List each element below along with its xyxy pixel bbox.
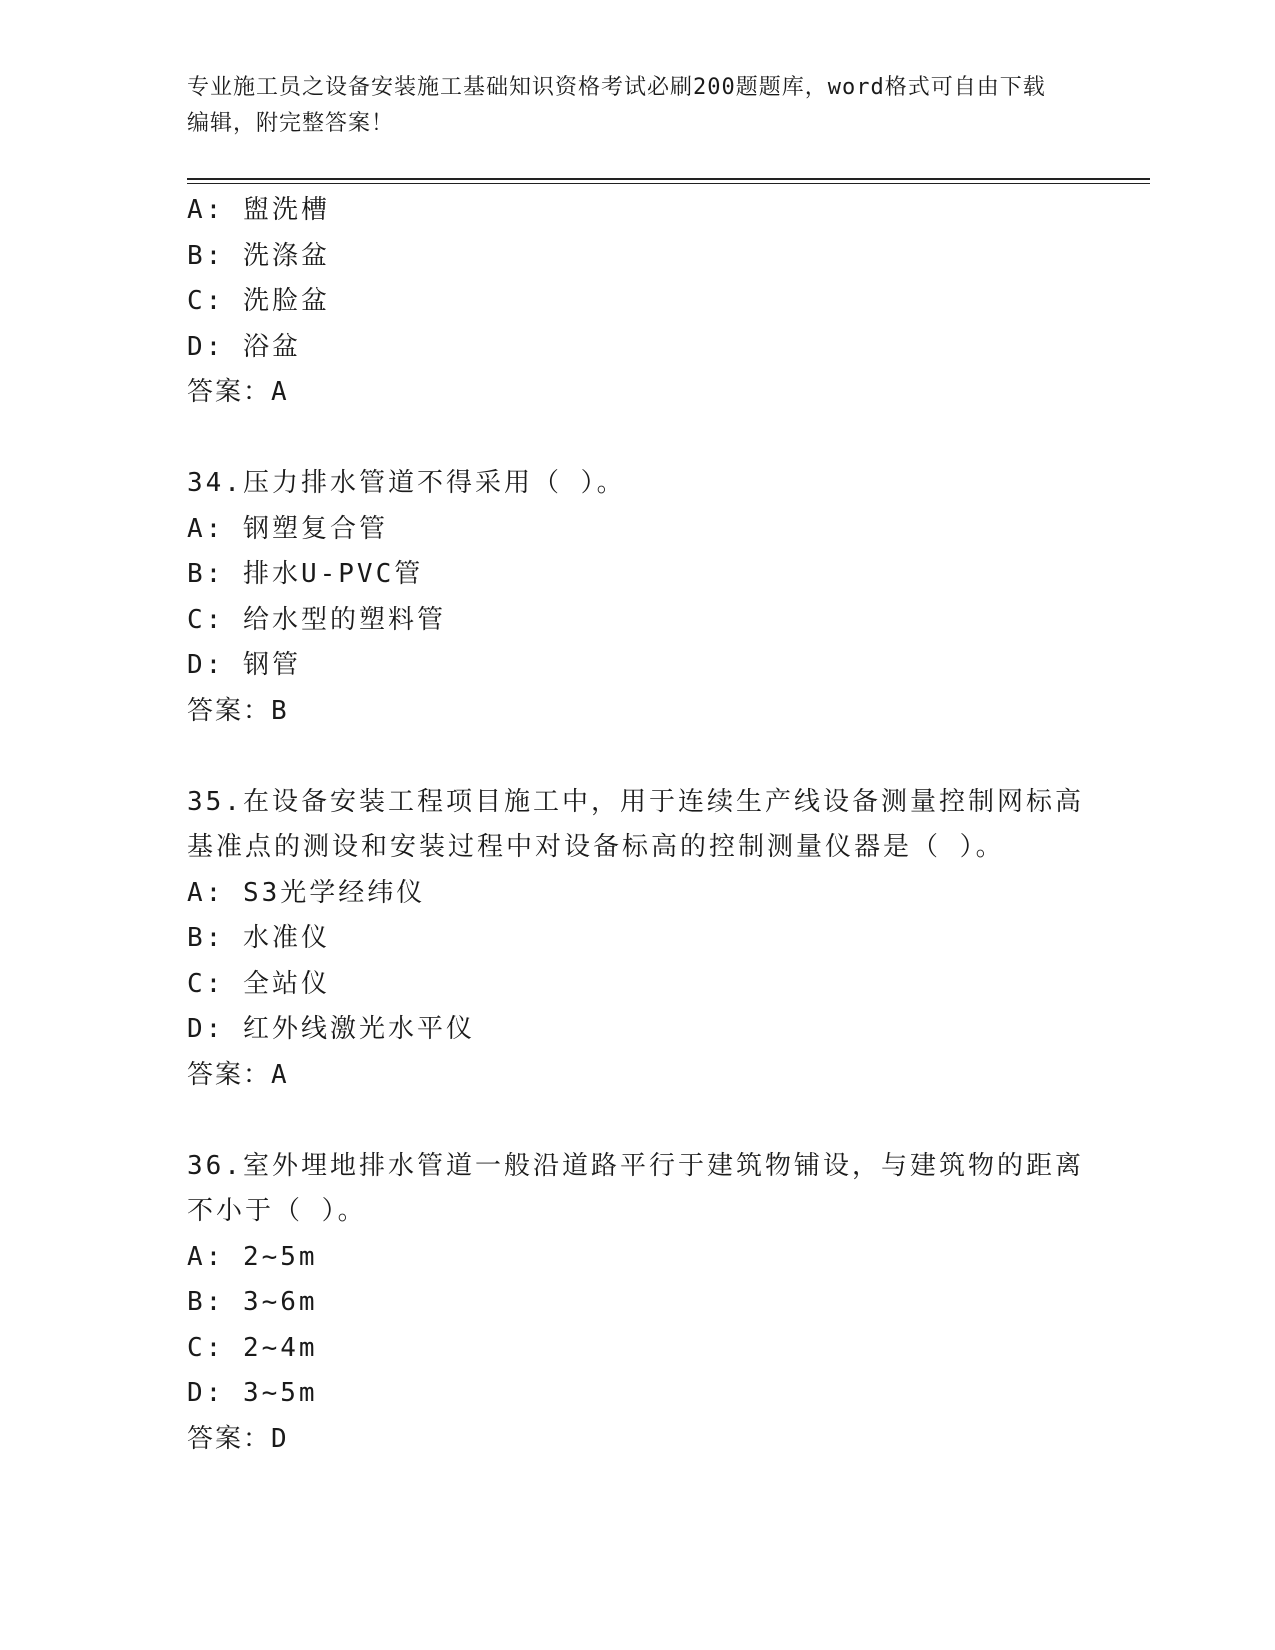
spacer [187, 734, 1087, 780]
question-33 [187, 188, 1087, 416]
option-a: A: S3光学经纬仪 [187, 877, 426, 908]
header-rule-thick [187, 178, 1150, 180]
question-list [187, 188, 1087, 1462]
answer: 答案：A [187, 377, 289, 407]
question-36 [187, 1144, 1087, 1463]
option-d: D: 3~5m [187, 1378, 318, 1408]
question-34 [187, 461, 1087, 734]
question-35 [187, 780, 1087, 1099]
spacer [187, 416, 1087, 462]
option-c: C: 2~4m [187, 1332, 318, 1363]
option-b: B: 洗涤盆 [187, 240, 330, 271]
option-b: B: 排水U-PVC管 [187, 559, 424, 589]
answer: 答案：B [187, 695, 289, 726]
option-c: C: 洗脸盆 [187, 286, 330, 316]
option-b: B: 3~6m [187, 1287, 318, 1317]
option-c: C: 给水型的塑料管 [187, 604, 446, 635]
option-d: D: 红外线激光水平仪 [187, 1014, 475, 1044]
option-b: B: 水准仪 [187, 923, 330, 953]
option-c: C: 全站仪 [187, 968, 330, 999]
header-rule-thin [187, 183, 1150, 184]
option-a: A: 钢塑复合管 [187, 513, 388, 544]
option-d: D: 钢管 [187, 650, 301, 680]
option-a: A: 盥洗槽 [187, 195, 330, 225]
answer: 答案：D [187, 1423, 289, 1454]
question-stem: 35.在设备安装工程项目施工中，用于连续生产线设备测量控制网标高基准点的测设和安装过程中对设备标高的控制测量仪器是（ ）。 [187, 786, 1084, 862]
question-stem: 34.压力排水管道不得采用（ ）。 [187, 468, 626, 498]
answer: 答案：A [187, 1059, 289, 1090]
document-header: 专业施工员之设备安装施工基础知识资格考试必刷200题题库，word格式可自由下载编辑，附完整答案！ [187, 75, 1046, 136]
question-stem: 36.室外埋地排水管道一般沿道路平行于建筑物铺设，与建筑物的距离不小于（ ）。 [187, 1150, 1084, 1226]
option-d: D: 浴盆 [187, 331, 301, 362]
option-a: A: 2~5m [187, 1241, 318, 1272]
spacer [187, 1098, 1087, 1144]
